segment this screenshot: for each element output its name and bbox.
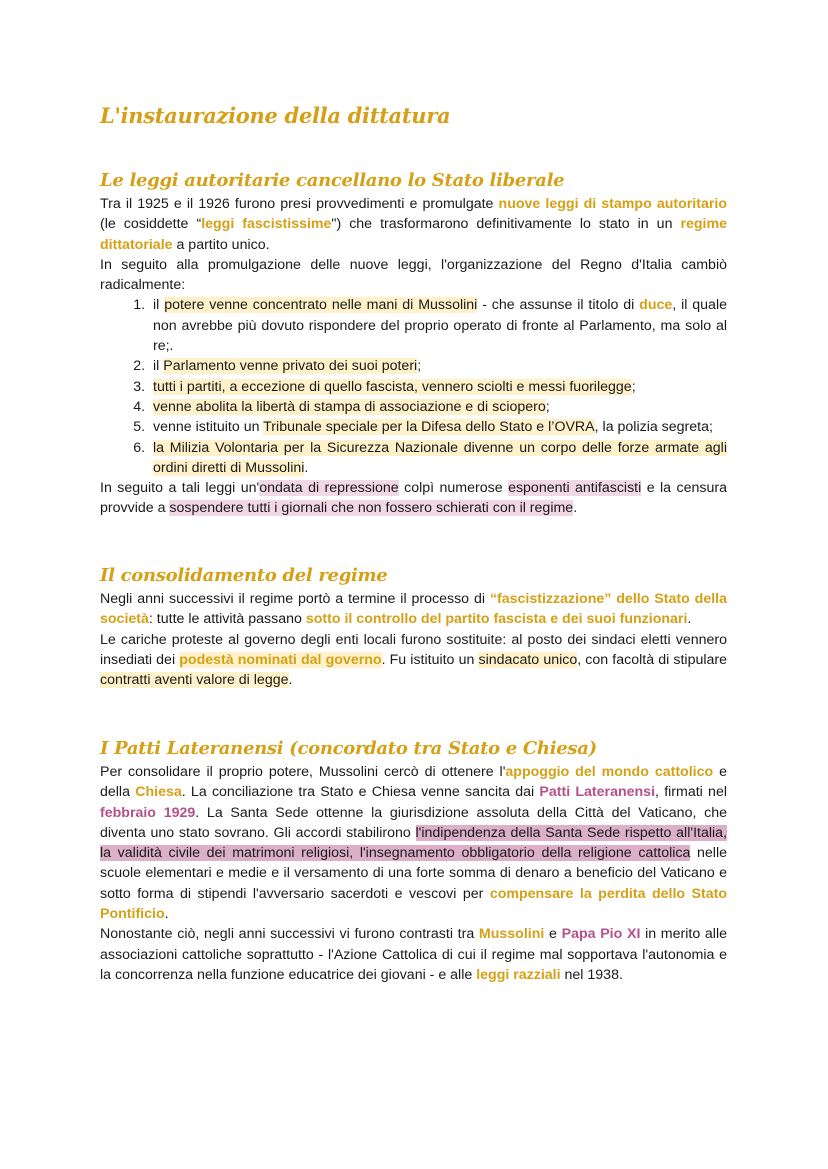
section-leggi-autoritarie [100, 170, 727, 519]
list-item: 4. venne abolita la libertà di stampa di associazione e di sciopero; [149, 397, 727, 417]
page-title: L'instaurazione della dittatura [100, 103, 451, 128]
numbered-list [100, 295, 727, 478]
section-heading: I Patti Lateranensi (concordato tra Stato e Chiesa) [100, 738, 597, 759]
paragraph: Nonostante ciò, negli anni successivi vi furono contrasti tra Mussolini e Papa Pio XI in merito alle associazioni cattoliche soprattutto - l'Azione Cattolica di cui il regime mal sopportava l'autonomia e la concorrenza nella funzione educatrice dei giovani - e alle leggi razziali nel 1938. [100, 926, 727, 983]
paragraph: Tra il 1925 e il 1926 furono presi provvedimenti e promulgate nuove leggi di stampo autoritario (le cosiddette “leggi fascistissime") che trasformarono definitivamente lo stato in un regime dittatoriale a partito unico. [100, 196, 727, 253]
list-item: 2. il Parlamento venne privato dei suoi poteri; [149, 356, 727, 376]
list-item: 6. la Milizia Volontaria per la Sicurezza Nazionale divenne un corpo delle forze armate agli ordini diretti di Mussolini. [149, 438, 727, 479]
paragraph: In seguito alla promulgazione delle nuove leggi, l'organizzazione del Regno d'Italia cambiò radicalmente: [100, 256, 727, 294]
section-heading: Le leggi autoritarie cancellano lo Stato liberale [100, 170, 565, 191]
paragraph: Negli anni successivi il regime portò a termine il processo di “fascistizzazione” dello Stato della società: tutte le attività passano sotto il controllo del partito fascista e dei suoi funzionari. [100, 591, 727, 628]
section-consolidamento [100, 565, 727, 690]
section-patti-lateranensi [100, 738, 727, 985]
paragraph: Le cariche proteste al governo degli enti locali furono sostituite: al posto dei sindaci eletti vennero insediati dei podestà nominati dal governo. Fu istituito un sindacato unico, con facoltà di stipulare contratti aventi valore di legge. [100, 631, 728, 689]
paragraph: In seguito a tali leggi un'ondata di repressione colpì numerose esponenti antifascisti e la censura provvide a sospendere tutti i giornali che non fossero schierati con il regime. [100, 480, 727, 517]
list-item: 1. il potere venne concentrato nelle mani di Mussolini - che assunse il titolo di duce, il quale non avrebbe più dovuto rispondere del proprio operato di fronte al Parlamento, ma solo al re;. [149, 295, 727, 356]
paragraph: Per consolidare il proprio potere, Mussolini cercò di ottenere l'appoggio del mondo cattolico e della Chiesa. La conciliazione tra Stato e Chiesa venne sancita dai Patti Lateranensi, firmati nel febbraio 1929. La Santa Sede ottenne la giurisdizione assoluta della Città del Vaticano, che diventa uno stato sovrano. Gli accordi stabilirono l'indipendenza della Santa Sede rispetto all'Italia, la validità civile dei matrimoni religiosi, l'insegnamento obbligatorio della religione cattolica nelle scuole elementari e medie e il versamento di una forte somma di denaro a beneficio del Vaticano e sotto forma di stipendi l'avversario sacerdoti e vescovi per compensare la perdita dello Stato Pontificio. [100, 764, 728, 923]
list-item: 3. tutti i partiti, a eccezione di quello fascista, vennero sciolti e messi fuorilegge; [149, 377, 727, 397]
section-heading: Il consolidamento del regime [100, 565, 388, 586]
list-item: 5. venne istituito un Tribunale speciale per la Difesa dello Stato e l’OVRA, la polizia segreta; [149, 417, 727, 437]
